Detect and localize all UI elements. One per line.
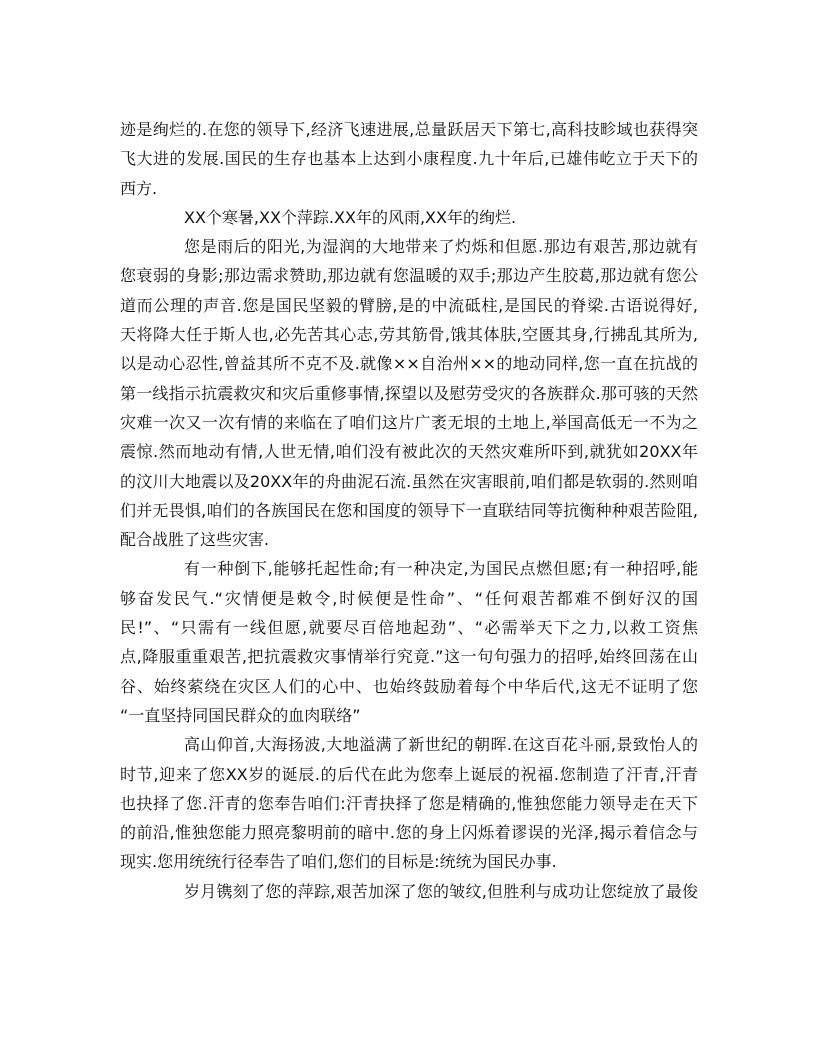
text-line: 第一线指示抗震救灾和灾后重修事情,探望以及慰劳受灾的各族群众.那可骇的天然 [120, 383, 698, 403]
text-line: 灾难一次又一次有情的来临在了咱们这片广袤无垠的土地上,举国高低无一不为之 [120, 412, 698, 432]
document-body-text [120, 115, 698, 906]
text-line: 的汶川大地震以及20XX年的舟曲泥石流.虽然在灾害眼前,咱们都是软弱的.然则咱 [120, 471, 698, 491]
text-line: 西方. [120, 178, 158, 198]
text-line: 有一种倒下,能够托起性命;有一种决定,为国民点燃但愿;有一种招呼,能 [184, 559, 698, 579]
text-line: 您是雨后的阳光,为湿润的大地带来了灼烁和但愿.那边有艰苦,那边就有 [184, 237, 698, 257]
text-line: 谷、始终萦绕在灾区人们的心中、也始终鼓励着每个中华后代,这无不证明了您 [120, 676, 698, 696]
text-line: 配合战胜了这些灾害. [120, 530, 270, 550]
text-line: 道而公理的声音.您是国民坚毅的臂膀,是的中流砥柱,是国民的脊梁.古语说得好, [120, 295, 698, 315]
text-line: 岁月镌刻了您的萍踪,艰苦加深了您的皱纹,但胜利与成功让您绽放了最俊 [184, 881, 698, 901]
text-line: 们并无畏惧,咱们的各族国民在您和国度的领导下一直联结同等抗衡种种艰苦险阻, [120, 500, 698, 520]
text-line: 的前沿,惟独您能力照亮黎明前的暗中.您的身上闪烁着谬误的光泽,揭示着信念与 [120, 823, 698, 843]
text-line: 天将降大任于斯人也,必先苦其心志,劳其筋骨,饿其体肤,空匮其身,行拂乱其所为, [120, 325, 698, 345]
text-line: 现实.您用统统行径奉告了咱们,您们的目标是:统统为国民办事. [120, 852, 557, 872]
text-line: 够奋发民气.“灾情便是敕令,时候便是性命”、“任何艰苦都难不倒好汉的国 [120, 588, 698, 608]
text-line: 飞大进的发展.国民的生存也基本上达到小康程度.九十年后,已雄伟屹立于天下的 [120, 149, 698, 169]
text-line: 震惊.然而地动有情,人世无情,咱们没有被此次的天然灾难所吓到,就犹如20XX年 [120, 442, 698, 462]
text-line: 迹是绚烂的.在您的领导下,经济飞速进展,总量跃居天下第七,高科技畛域也获得突 [120, 120, 698, 139]
text-line: 也抉择了您.汗青的您奉告咱们:汗青抉择了您是精确的,惟独您能力领导走在天下 [120, 793, 698, 813]
text-line: 时节,迎来了您XX岁的诞辰.的后代在此为您奉上诞辰的祝福.您制造了汗青,汗青 [120, 764, 698, 784]
text-line: 高山仰首,大海扬波,大地溢满了新世纪的朝晖.在这百花斗丽,景致怡人的 [184, 735, 698, 755]
text-line: XX个寒暑,XX个萍踪.XX年的风雨,XX年的绚烂. [184, 207, 517, 227]
text-line: 您衰弱的身影;那边需求赞助,那边就有您温暖的双手;那边产生胶葛,那边就有您公 [120, 266, 698, 286]
text-line: 以是动心忍性,曾益其所不克不及.就像××自治州××的地动同样,您一直在抗战的 [120, 354, 698, 374]
text-line: 民!”、“只需有一线但愿,就要尽百倍地起劲”、“必需举天下之力,以救工资焦 [120, 618, 698, 638]
text-line: 点,降服重重艰苦,把抗震救灾事情举行究竟.”这一句句强力的招呼,始终回荡在山 [120, 647, 698, 667]
text-line: “一直坚持同国民群众的血肉联络” [120, 705, 361, 725]
